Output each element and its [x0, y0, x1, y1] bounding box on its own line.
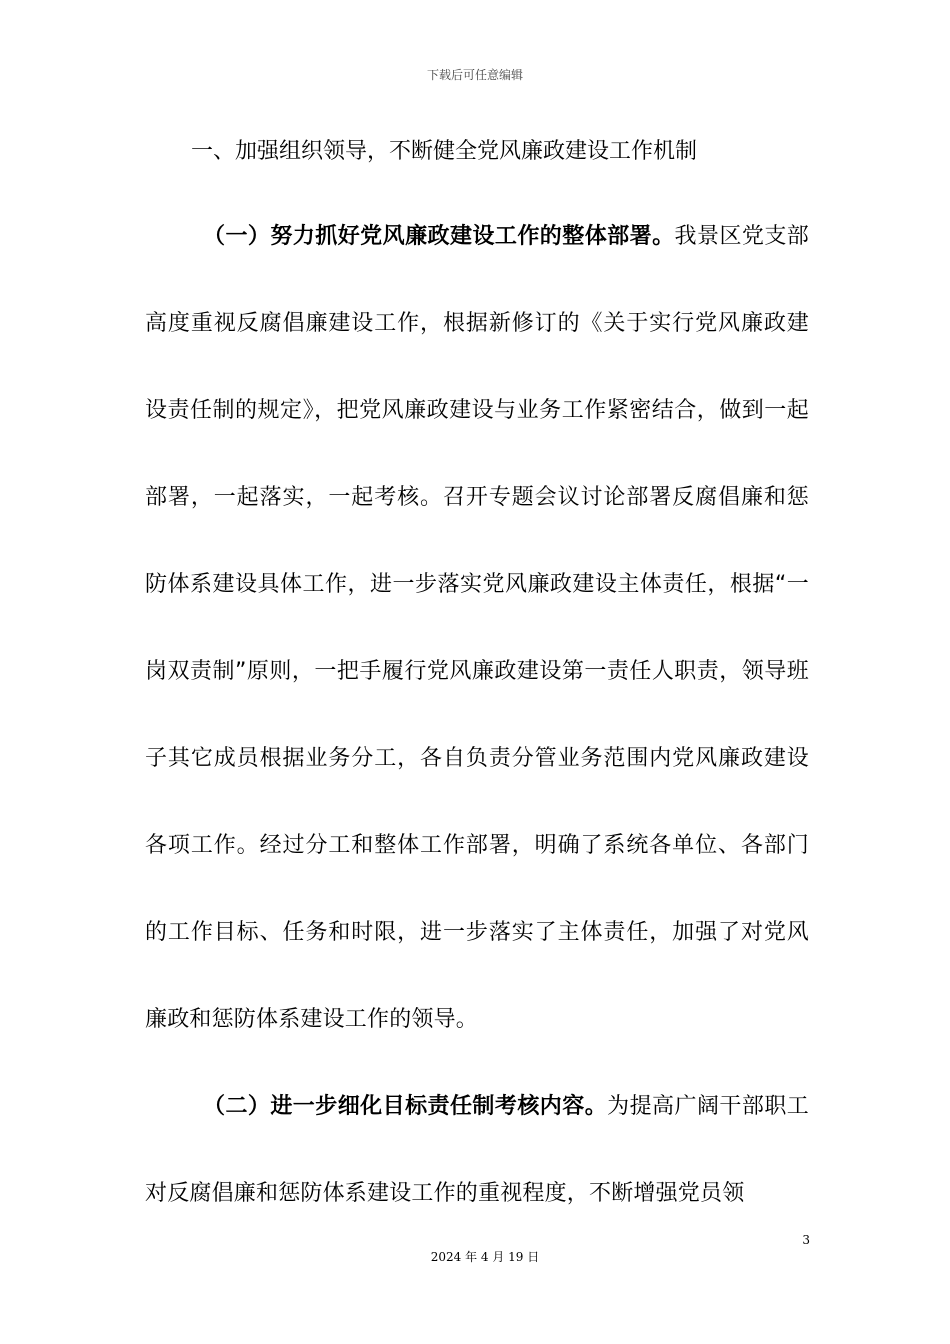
paragraph-2-lead: （二）进一步细化目标责任制考核内容。 — [203, 1094, 608, 1119]
document-body — [145, 128, 809, 1258]
paragraph-1-body: 我景区党支部高度重视反腐倡廉建设工作，根据新修订的《关于实行党风廉政建设责任制的规定》，把党风廉政建设与业务工作紧密结合，做到一起部署，一起落实，一起考核。召开专题会议讨论部署反腐倡廉和惩防体系建设具体工作，进一步落实党风廉政建设主体责任，根据“一岗双责制”原则，一把手履行党风廉政建设第一责任人职责，领导班子其它成员根据业务分工，各自负责分管业务范围内党风廉政建设各项工作。经过分工和整体工作部署，明确了系统各单位、各部门的工作目标、任务和时限，进一步落实了主体责任，加强了对党风廉政和惩防体系建设工作的领导。 — [145, 224, 809, 1032]
paragraph-1 — [145, 193, 809, 1063]
paragraph-2 — [145, 1063, 809, 1237]
footer-date: 2024 年 4 月 19 日 — [430, 1250, 540, 1264]
paragraph-2-body: 为提高广阔干部职工对反腐倡廉和惩防体系建设工作的重视程度，不断增强党员领 — [145, 1094, 809, 1206]
page-header: 下载后可任意编辑 — [426, 68, 523, 82]
section-heading: 一、加强组织领导，不断健全党风廉政建设工作机制 — [191, 139, 698, 164]
page-number: 3 — [802, 1233, 810, 1247]
paragraph-1-lead: （一）努力抓好党风廉政建设工作的整体部署。 — [203, 224, 675, 249]
